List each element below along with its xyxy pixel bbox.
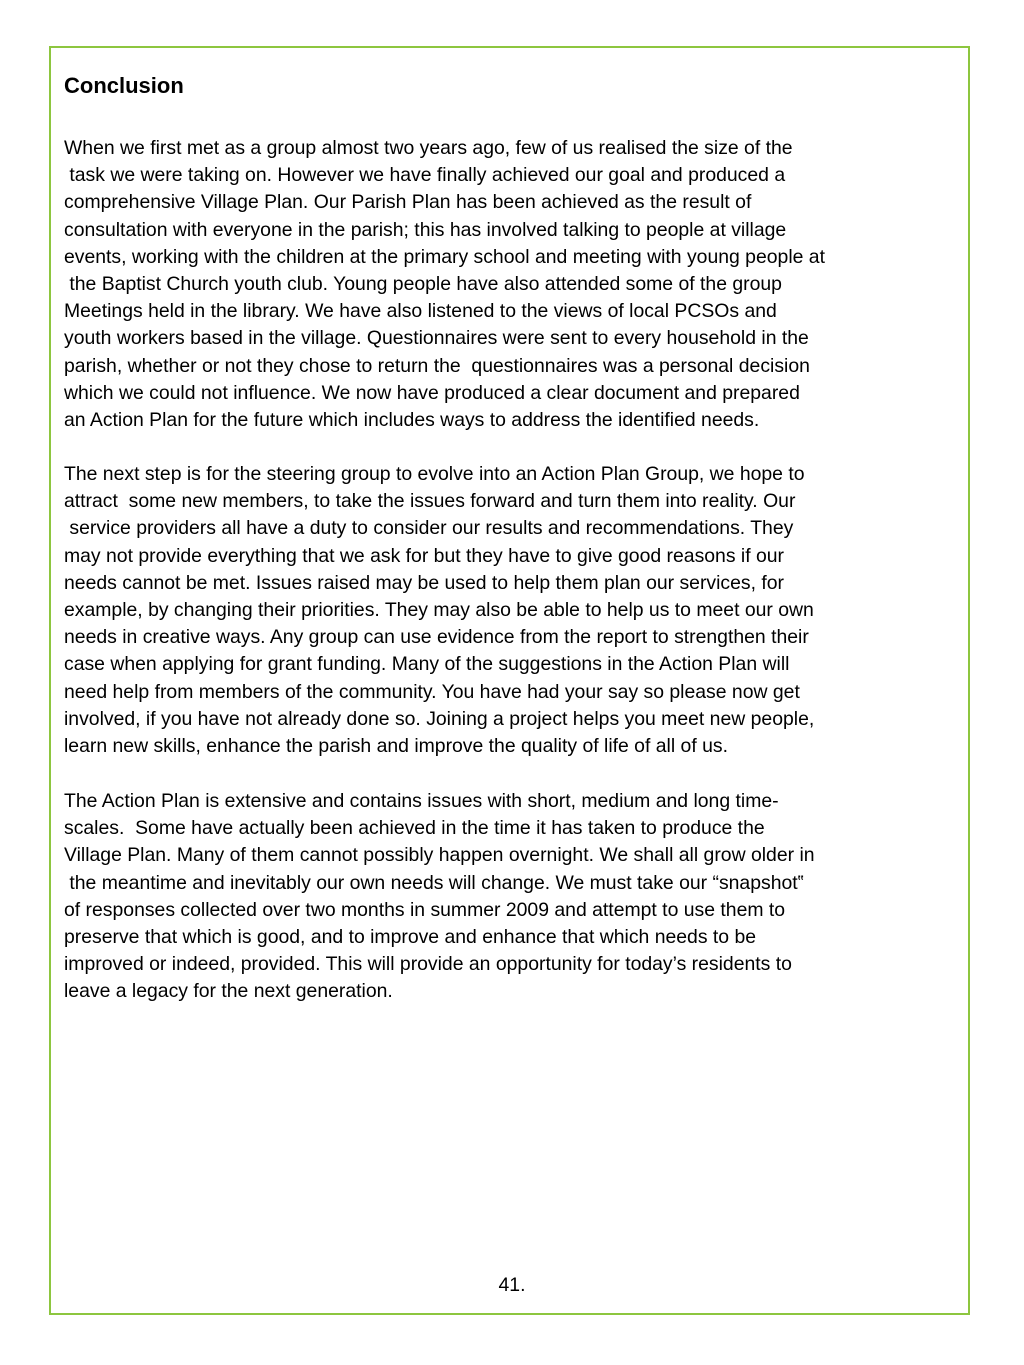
text-line: service providers all have a duty to consider our results and recommendations. They xyxy=(64,517,794,540)
text-line: scales. Some have actually been achieved in the time it has taken to produce the xyxy=(64,817,765,840)
text-line: When we first met as a group almost two years ago, few of us realised the size of the xyxy=(64,137,793,159)
paragraph-2 xyxy=(64,461,814,760)
text-line: attract some new members, to take the issues forward and turn them into reality. Our xyxy=(64,490,796,513)
text-line: involved, if you have not already done so. Joining a project helps you meet new people, xyxy=(64,707,815,730)
section-heading: Conclusion xyxy=(64,73,184,98)
text-line: needs cannot be met. Issues raised may be used to help them plan our services, for xyxy=(64,571,785,594)
text-line: an Action Plan for the future which includes ways to address the identified needs. xyxy=(64,409,760,432)
text-line: leave a legacy for the next generation. xyxy=(64,980,393,1003)
text-line: may not provide everything that we ask for but they have to give good reasons if our xyxy=(64,544,785,567)
paragraph-1 xyxy=(64,135,825,434)
text-line: example, by changing their priorities. They may also be able to help us to meet our own xyxy=(64,599,814,622)
text-line: improved or indeed, provided. This will provide an opportunity for today’s residents to xyxy=(64,953,792,976)
text-line: Meetings held in the library. We have also listened to the views of local PCSOs and xyxy=(64,300,777,323)
text-line: Village Plan. Many of them cannot possibly happen overnight. We shall all grow older in xyxy=(64,844,815,867)
text-line: events, working with the children at the primary school and meeting with young people at xyxy=(64,245,825,268)
text-line: which we could not influence. We now have produced a clear document and prepared xyxy=(64,381,800,404)
text-line: The Action Plan is extensive and contains issues with short, medium and long time- xyxy=(64,790,779,812)
text-line: preserve that which is good, and to improve and enhance that which needs to be xyxy=(64,926,757,949)
text-line: of responses collected over two months in summer 2009 and attempt to use them to xyxy=(64,898,786,921)
text-line: case when applying for grant funding. Many of the suggestions in the Action Plan will xyxy=(64,653,790,676)
text-line: needs in creative ways. Any group can use evidence from the report to strengthen their xyxy=(64,626,809,649)
text-line: need help from members of the community. You have had your say so please now get xyxy=(64,680,800,703)
text-line: The next step is for the steering group to evolve into an Action Plan Group, we hope to xyxy=(64,463,805,485)
text-line: comprehensive Village Plan. Our Parish Plan has been achieved as the result of xyxy=(64,191,752,214)
text-line: learn new skills, enhance the parish and improve the quality of life of all of us. xyxy=(64,735,728,758)
text-line: the Baptist Church youth club. Young people have also attended some of the group xyxy=(64,273,782,296)
page-number: 41. xyxy=(498,1274,526,1296)
text-line: youth workers based in the village. Questionnaires were sent to every household in the xyxy=(64,327,809,350)
paragraph-3 xyxy=(64,788,815,1006)
text-line: parish, whether or not they chose to return the questionnaires was a personal decision xyxy=(64,354,810,377)
text-line: task we were taking on. However we have finally achieved our goal and produced a xyxy=(64,164,786,187)
text-line: consultation with everyone in the parish; this has involved talking to people at village xyxy=(64,218,787,241)
text-line: the meantime and inevitably our own needs will change. We must take our “snapshot‟ xyxy=(64,871,805,894)
